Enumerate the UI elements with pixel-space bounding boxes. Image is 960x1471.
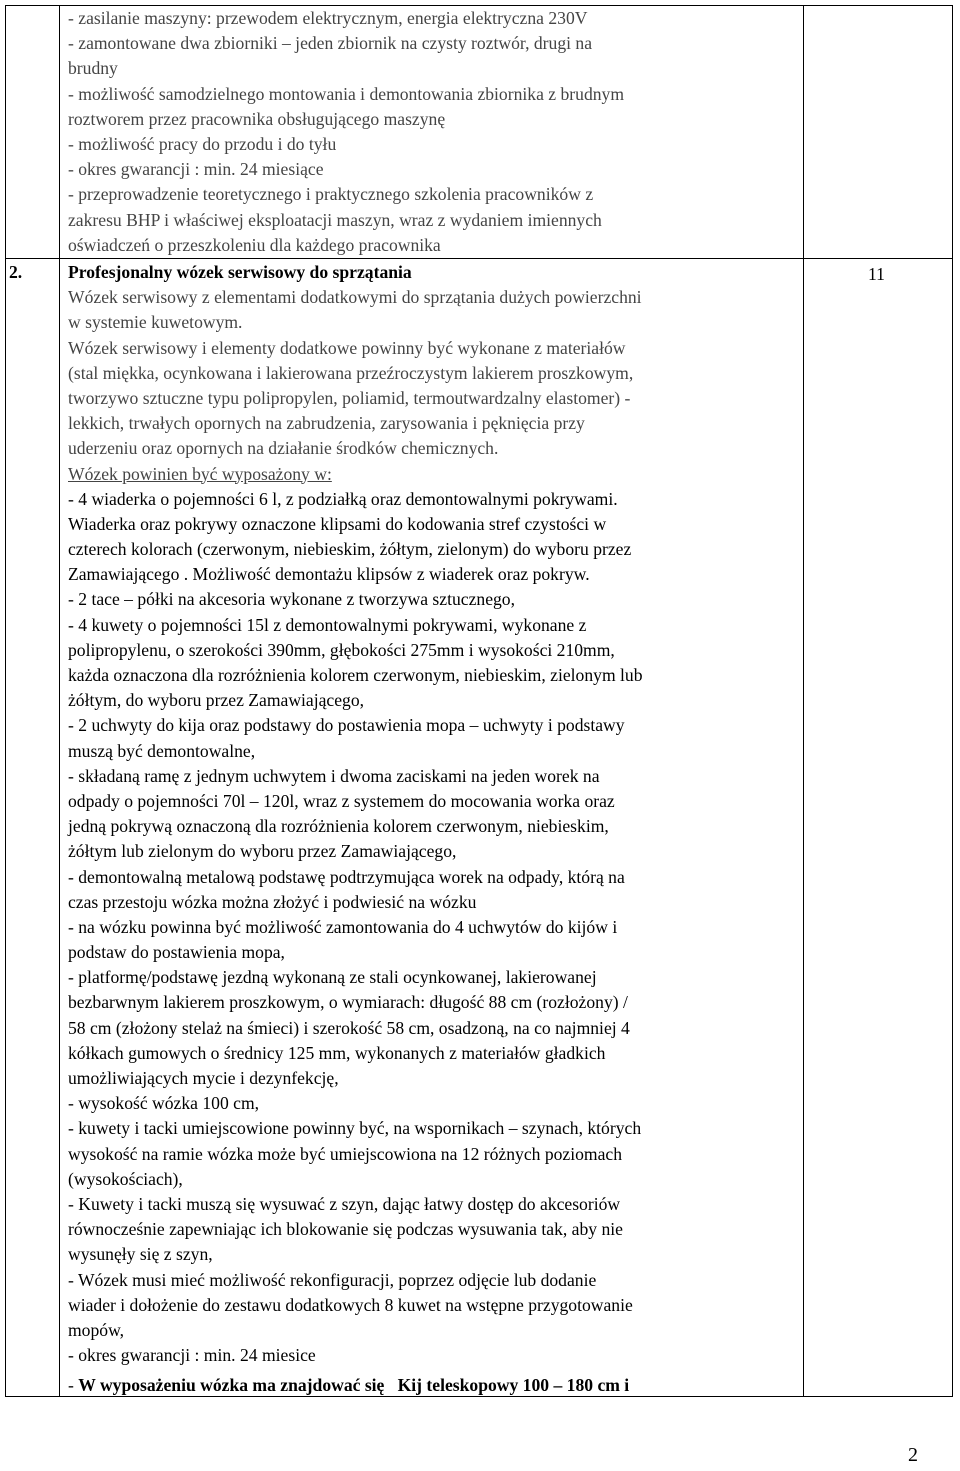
row1-text-line: - okres gwarancji : min. 24 miesiące [68,159,324,180]
row1-text-line: - możliwość samodzielnego montowania i demontowania zbiornika z brudnym [68,83,625,104]
column-divider-quantity [803,6,804,1396]
row2-text-line: lekkich, trwałych opornych na zabrudzenia, zarysowania i pęknięcia przy [68,413,585,434]
row2-text-line: czterech kolorach (czerwonym, niebieskim, żółtym, zielonym) do wyboru przez [68,539,632,560]
row2-text-line: - 2 uchwyty do kija oraz podstawy do postawienia mopa – uchwyty i podstawy [68,715,625,736]
column-divider-number [59,6,60,1396]
row2-text-line: Wózek powinien być wyposażony w: [68,463,332,484]
row2-text-line: Wózek serwisowy z elementami dodatkowymi do sprzątania dużych powierzchni [68,287,642,308]
row2-text-line: - wysokość wózka 100 cm, [68,1093,260,1114]
row2-quantity: 11 [868,264,885,284]
row1-text-line: oświadczeń o przeszkoleniu dla każdego pracownika [68,234,441,255]
row1-text-line: roztworem przez pracownika obsługującego maszynę [68,108,446,129]
row2-text-line: - Kuwety i tacki muszą się wysuwać z szyn, dając łatwy dostęp do akcesoriów [68,1193,621,1214]
row1-text-line: brudny [68,58,118,79]
row2-last-line [68,1373,629,1398]
row1-description [68,6,624,258]
row-divider [6,258,952,259]
row2-text-line: bezbarwnym lakierem proszkowym, o wymiarach: długość 88 cm (rozłożony) / [68,992,628,1013]
row2-text-line: tworzywo sztuczne typu polipropylen, poliamid, termoutwardzalny elastomer) - [68,387,631,408]
row2-number: 2. [9,262,23,282]
row2-text-line: - demontowalną metalową podstawę podtrzymująca worek na odpady, którą na [68,866,625,887]
row2-text-line: - kuwety i tacki umiejscowione powinny być, na wspornikach – szynach, których [68,1118,642,1139]
row2-text-line: umożliwiających mycie i dezynfekcję, [68,1068,339,1088]
row2-text-line: - składaną ramę z jednym uchwytem i dwoma zaciskami na jeden worek na [68,765,600,786]
row2-text-line: podstaw do postawienia mopa, [68,942,285,963]
row2-text-line: każda oznaczona dla rozróżnienia kolorem czerwonym, niebieskim, zielonym lub [68,665,643,685]
row1-text-line: - przeprowadzenie teoretycznego i praktycznego szkolenia pracowników z [68,184,594,205]
row2-text-line: wysunęły się z szyn, [68,1244,213,1265]
row2-text-line: Wózek serwisowy i elementy dodatkowe powinny być wykonane z materiałów [68,337,626,358]
row2-text-line: czas przestoju wózka można złożyć i podwiesić na wózku [68,891,477,912]
row2-text-line: wysokość na ramie wózka może być umiejscowiona na 12 różnych poziomach [68,1143,623,1164]
row2-text-line: - okres gwarancji : min. 24 miesice [68,1345,316,1366]
row1-text-line: - zamontowane dwa zbiorniki – jeden zbiornik na czysty roztwór, drugi na [68,33,593,54]
row2-text-line: kółkach gumowych o średnicy 125 mm, wykonanych z materiałów gładkich [68,1042,606,1063]
row2-text-line: - na wózku powinna być możliwość zamontowania do 4 uchwytów do kijów i [68,916,618,937]
row2-text-line: uderzeniu oraz opornych na działanie środków chemicznych. [68,438,499,459]
row2-text-line: jedną pokrywą oznaczoną dla rozróżnienia kolorem czerwonym, niebieskim, [68,816,609,837]
row2-last-line-bold: W wyposażeniu wózka ma znajdować się Kij teleskopowy 100 – 180 cm i [78,1375,630,1395]
page-number: 2 [908,1444,918,1466]
row1-text-line: - możliwość pracy do przodu i do tyłu [68,133,337,154]
row2-text-line: - 4 kuwety o pojemności 15l z demontowalnymi pokrywami, wykonane z [68,614,587,635]
row2-text-line: muszą być demontowalne, [68,740,256,761]
row2-text-line: - 2 tace – półki na akcesoria wykonane z tworzywa sztucznego, [68,589,515,610]
row2-text-line: - Wózek musi mieć możliwość rekonfiguracji, poprzez odjęcie lub dodanie [68,1269,597,1290]
row2-text-line: odpady o pojemności 70l – 120l, wraz z systemem do mocowania worka oraz [68,790,615,811]
row2-text-line: żółtym lub zielonym do wyboru przez Zamawiającego, [68,841,457,862]
row2-text-line: wiader i dołożenie do zestawu dodatkowych 8 kuwet na wstępne przygotowanie [68,1294,633,1315]
row2-title: Profesjonalny wózek serwisowy do sprzątania [68,262,412,282]
row1-text-line: - zasilanie maszyny: przewodem elektrycznym, energia elektryczna 230V [68,8,588,28]
row2-text-line: - 4 wiaderka o pojemności 6 l, z podziałką oraz demontowalnymi pokrywami. [68,488,618,509]
row2-text-line: polipropylenu, o szerokości 390mm, głębokości 275mm i wysokości 210mm, [68,639,615,660]
row2-text-line: równocześnie zapewniając ich blokowanie się podczas wysuwania tak, aby nie [68,1219,623,1240]
row2-text-line: Zamawiającego . Możliwość demontażu klipsów z wiaderek oraz pokryw. [68,564,590,585]
row2-description [68,285,643,1368]
row2-text-line: (stal miękka, ocynkowana i lakierowana przeźroczystym lakierem proszkowym, [68,362,634,383]
row2-last-line-prefix: - [68,1375,79,1395]
row2-text-line: 58 cm (złożony stelaż na śmieci) i szerokość 58 cm, osadzoną, na co najmniej 4 [68,1017,630,1038]
row2-text-line: w systemie kuwetowym. [68,312,243,333]
row2-text-line: Wiaderka oraz pokrywy oznaczone klipsami do kodowania stref czystości w [68,513,607,534]
row2-text-line: mopów, [68,1319,125,1340]
row2-text-line: - platformę/podstawę jezdną wykonaną ze stali ocynkowanej, lakierowanej [68,967,597,988]
row2-text-line: żółtym, do wyboru przez Zamawiającego, [68,690,365,711]
row2-text-line: (wysokościach), [68,1168,183,1189]
row1-text-line: zakresu BHP i właściwej eksploatacji maszyn, wraz z wydaniem imiennych [68,209,602,230]
